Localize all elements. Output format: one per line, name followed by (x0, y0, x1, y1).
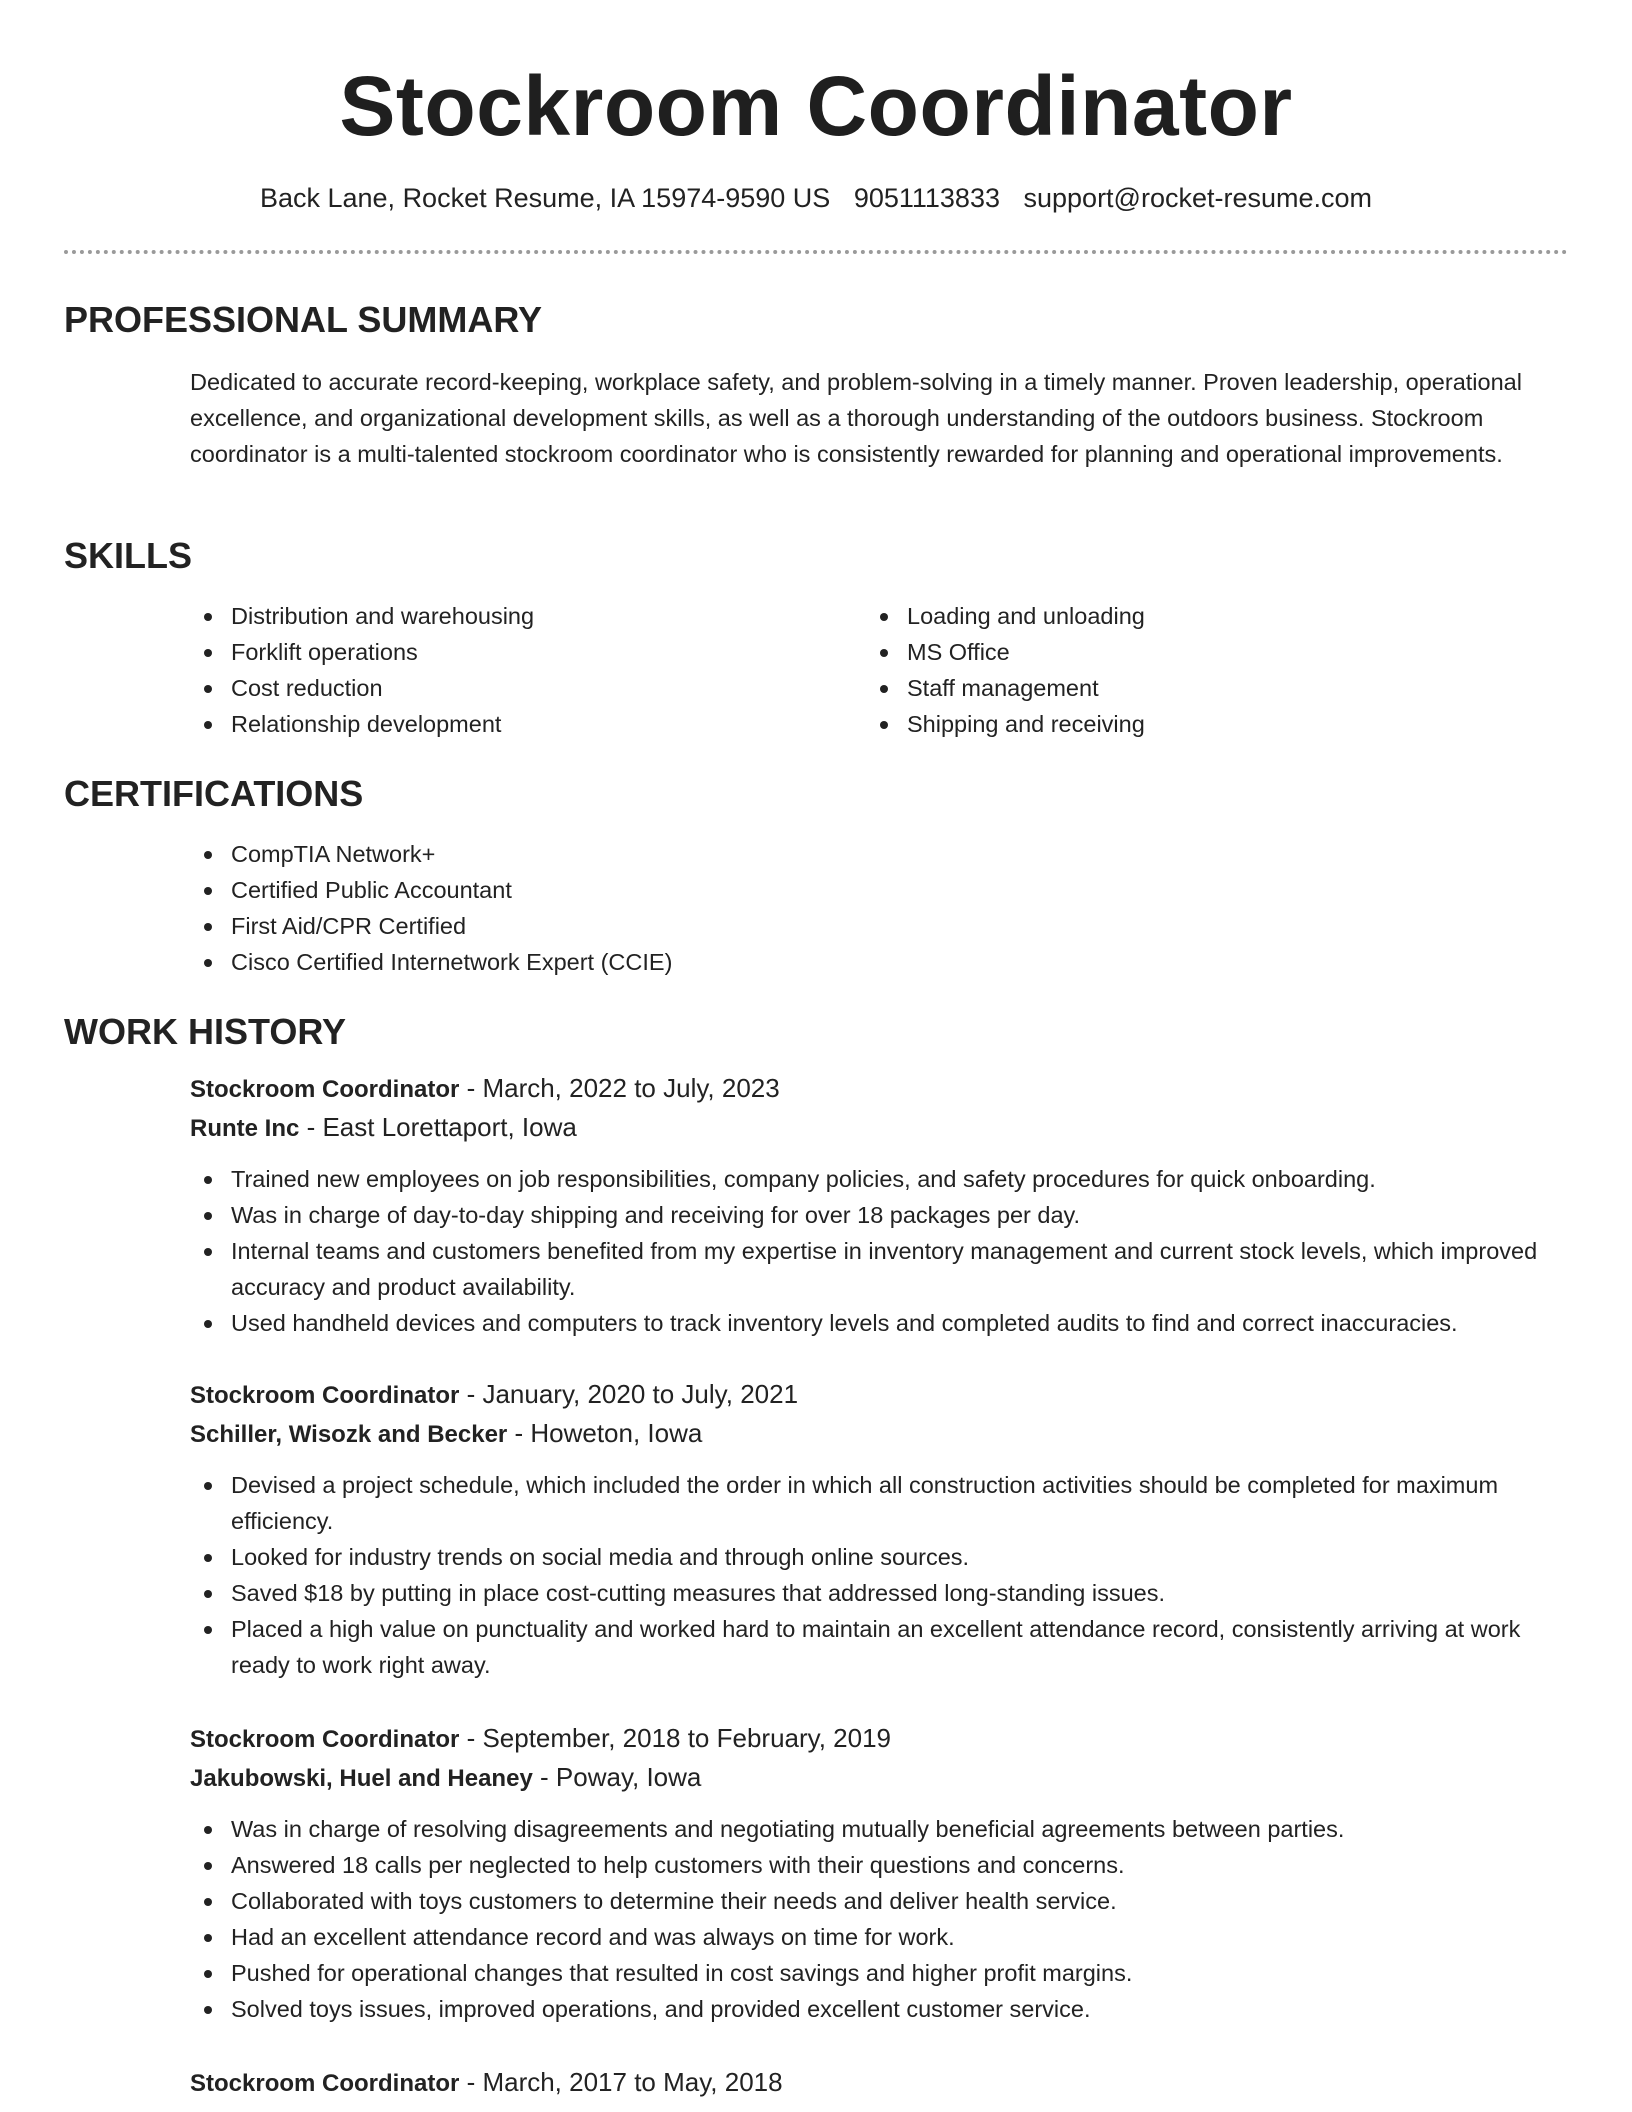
job-title-line (190, 1720, 891, 1758)
list-item: Was in charge of resolving disagreements and negotiating mutually beneficial agreements between parties. (188, 1811, 1548, 1847)
job-company-line (190, 1415, 702, 1453)
list-item: Internal teams and customers benefited from my expertise in inventory management and current stock levels, which improved accuracy and product availability. (188, 1233, 1548, 1305)
company-name: Jakubowski, Huel and Heaney (190, 1765, 533, 1792)
list-item: First Aid/CPR Certified (188, 908, 1488, 944)
list-item: CompTIA Network+ (188, 836, 1488, 872)
list-item: Distribution and warehousing (188, 598, 828, 634)
list-item: Trained new employees on job responsibilities, company policies, and safety procedures for quick onboarding. (188, 1161, 1548, 1197)
job-title-line (190, 2064, 783, 2102)
job-title: Stockroom Coordinator (190, 1726, 460, 1753)
job-dates: - March, 2022 to July, 2023 (459, 1073, 780, 1103)
list-item: Used handheld devices and computers to track inventory levels and completed audits to find and correct inaccuracies. (188, 1305, 1548, 1341)
summary-heading: PROFESSIONAL SUMMARY (64, 299, 543, 340)
contact-line (0, 180, 1632, 216)
list-item: Cost reduction (188, 670, 828, 706)
job-title-line (190, 1376, 798, 1414)
skills-list-right (864, 598, 1504, 742)
skills-heading: SKILLS (64, 535, 193, 576)
job-bullets (188, 1161, 1548, 1341)
list-item: Looked for industry trends on social media and through online sources. (188, 1539, 1548, 1575)
company-location: - Howeton, Iowa (507, 1418, 703, 1448)
job-bullets (188, 1467, 1548, 1683)
list-item: Saved $18 by putting in place cost-cutting measures that addressed long-standing issues. (188, 1575, 1548, 1611)
company-location: - East Lorettaport, Iowa (299, 1112, 577, 1142)
list-item: Forklift operations (188, 634, 828, 670)
company-location: - Poway, Iowa (532, 1762, 702, 1792)
list-item: Staff management (864, 670, 1504, 706)
candidate-name: Stockroom Coordinator (339, 59, 1293, 153)
phone: 9051113833 (853, 183, 1000, 213)
job-title-line (190, 1070, 780, 1108)
job-company-line (190, 1109, 577, 1147)
list-item: Was in charge of day-to-day shipping and receiving for over 18 packages per day. (188, 1197, 1548, 1233)
list-item: Pushed for operational changes that resulted in cost savings and higher profit margins. (188, 1955, 1548, 1991)
list-item: Loading and unloading (864, 598, 1504, 634)
list-item: Answered 18 calls per neglected to help customers with their questions and concerns. (188, 1847, 1548, 1883)
email: support@rocket-resume.com (1023, 183, 1373, 213)
job-company-line (190, 1759, 701, 1797)
header-divider (64, 250, 1568, 254)
job-title: Stockroom Coordinator (190, 1076, 460, 1103)
list-item: Relationship development (188, 706, 828, 742)
list-item: Collaborated with toys customers to determine their needs and deliver health service. (188, 1883, 1548, 1919)
company-name: Runte Inc (190, 1115, 300, 1142)
list-item: Had an excellent attendance record and was always on time for work. (188, 1919, 1548, 1955)
skills-list-left (188, 598, 828, 742)
job-dates: - September, 2018 to February, 2019 (459, 1723, 892, 1753)
job-title: Stockroom Coordinator (190, 2070, 460, 2097)
list-item: Devised a project schedule, which included the order in which all construction activities should be completed for maximum efficiency. (188, 1467, 1548, 1539)
work-history-heading: WORK HISTORY (64, 1011, 347, 1052)
job-dates: - January, 2020 to July, 2021 (459, 1379, 799, 1409)
list-item: Placed a high value on punctuality and worked hard to maintain an excellent attendance record, consistently arriving at work ready to work right away. (188, 1611, 1548, 1683)
job-dates: - March, 2017 to May, 2018 (459, 2067, 783, 2097)
job-bullets (188, 1811, 1548, 2027)
list-item: MS Office (864, 634, 1504, 670)
certifications-list (188, 836, 1488, 980)
list-item: Cisco Certified Internetwork Expert (CCIE) (188, 944, 1488, 980)
summary-text: Dedicated to accurate record-keeping, workplace safety, and problem-solving in a timely manner. Proven leadership, operational excellence, and organizational development skills, as well as a thorough understanding of the outdoors business. Stockroom coordinator is a multi-talented stockroom coordinator who is consistently rewarded for planning and operational improvements. (190, 369, 1522, 467)
certifications-heading: CERTIFICATIONS (64, 773, 364, 814)
list-item: Shipping and receiving (864, 706, 1504, 742)
address: Back Lane, Rocket Resume, IA 15974-9590 US (259, 183, 831, 213)
list-item: Solved toys issues, improved operations, and provided excellent customer service. (188, 1991, 1548, 2027)
list-item: Certified Public Accountant (188, 872, 1488, 908)
job-title: Stockroom Coordinator (190, 1382, 460, 1409)
company-name: Schiller, Wisozk and Becker (190, 1421, 508, 1448)
